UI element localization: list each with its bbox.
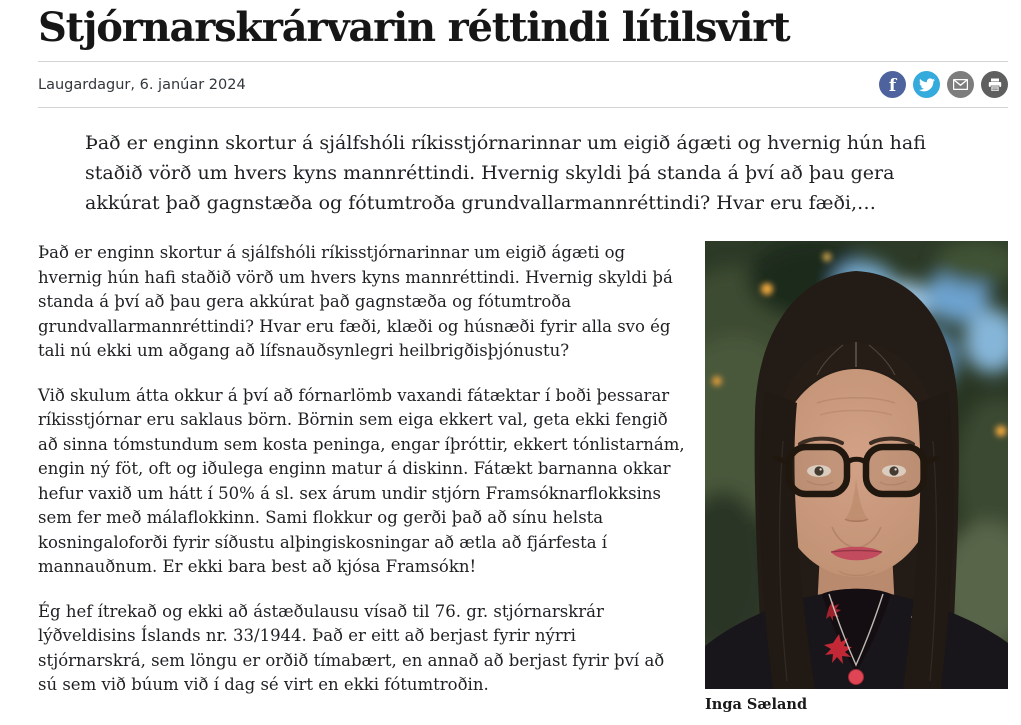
divider-meta <box>38 107 1008 108</box>
twitter-icon <box>919 78 935 92</box>
meta-row <box>38 62 1008 107</box>
article-photo-figure <box>705 241 1008 713</box>
article-header <box>38 0 1008 52</box>
print-button[interactable] <box>981 71 1008 98</box>
facebook-icon: f <box>888 76 897 96</box>
article-columns <box>38 241 1008 718</box>
portrait-photo <box>705 241 1008 689</box>
article-body <box>38 241 687 718</box>
article-paragraph: Ég hef ítrekað og ekki að ástæðulausu vísað til 76. gr. stjórnarskrár lýðveldisins Íslands nr. 33/1944. Það er eitt að berjast fyrir nýrri stjórnarskrá, sem löngu er orðið tímabært, en annað að berjast fyrir því að sú sem við búum við í dag sé virt en ekki fótumtroðin. <box>38 601 665 694</box>
email-share-button[interactable] <box>947 71 974 98</box>
photo-caption: Inga Sæland <box>705 696 808 713</box>
publish-date: Laugardagur, 6. janúar 2024 <box>38 76 246 93</box>
email-icon <box>953 79 968 90</box>
article-lead: Það er enginn skortur á sjálfshóli ríkisstjórnarinnar um eigið ágæti og hvernig hún hafi staðið vörð um hvers kyns mannréttindi. Hvernig skyldi þá standa á því að þau gera akkúrat það gagnstæða og fótumtroða grundvallarmannréttindi? Hvar eru fæði,… <box>85 132 926 214</box>
facebook-share-button[interactable] <box>879 71 906 98</box>
photo-column <box>705 241 1008 718</box>
article-paragraph: Við skulum átta okkur á því að fórnarlömb vaxandi fátæktar í boði þessarar ríkisstjórnar eru saklaus börn. Börnin sem eiga ekkert val, geta ekki fengið að sinna tómstundum sem kosta peninga, engar íþróttir, ekkert tónlistarnám, engin ný föt, oft og iðulega enginn matur á diskinn. Fátækt barnanna okkar hefur vaxið um hátt í 50% á sl. sex árum undir stjórn Framsóknarflokksins sem fer með málaflokkinn. Sami flokkur og gerði það að sínu helsta kosningaloforði fyrir síðustu alþingiskosningar að ætla að fjárfesta í mannauðnum. Er ekki bara best að kjósa Framsókn! <box>38 385 685 576</box>
article-paragraph: Það er enginn skortur á sjálfshóli ríkisstjórnarinnar um eigið ágæti og hvernig hún hafi staðið vörð um hvers kyns mannréttindi. Hvernig skyldi þá standa á því að þau gera akkúrat það gagnstæða og fótumtroða grundvallarmannréttindi? Hvar eru fæði, klæði og húsnæði fyrir alla svo ég tali nú ekki um aðgang að lífsnauðsynlegri heilbrigðisþjónustu? <box>38 243 673 360</box>
twitter-share-button[interactable] <box>913 71 940 98</box>
social-share-bar <box>879 71 1008 98</box>
page-title: Stjórnarskrárvarin réttindi lítilsvirt <box>38 4 790 51</box>
print-icon <box>988 78 1002 92</box>
